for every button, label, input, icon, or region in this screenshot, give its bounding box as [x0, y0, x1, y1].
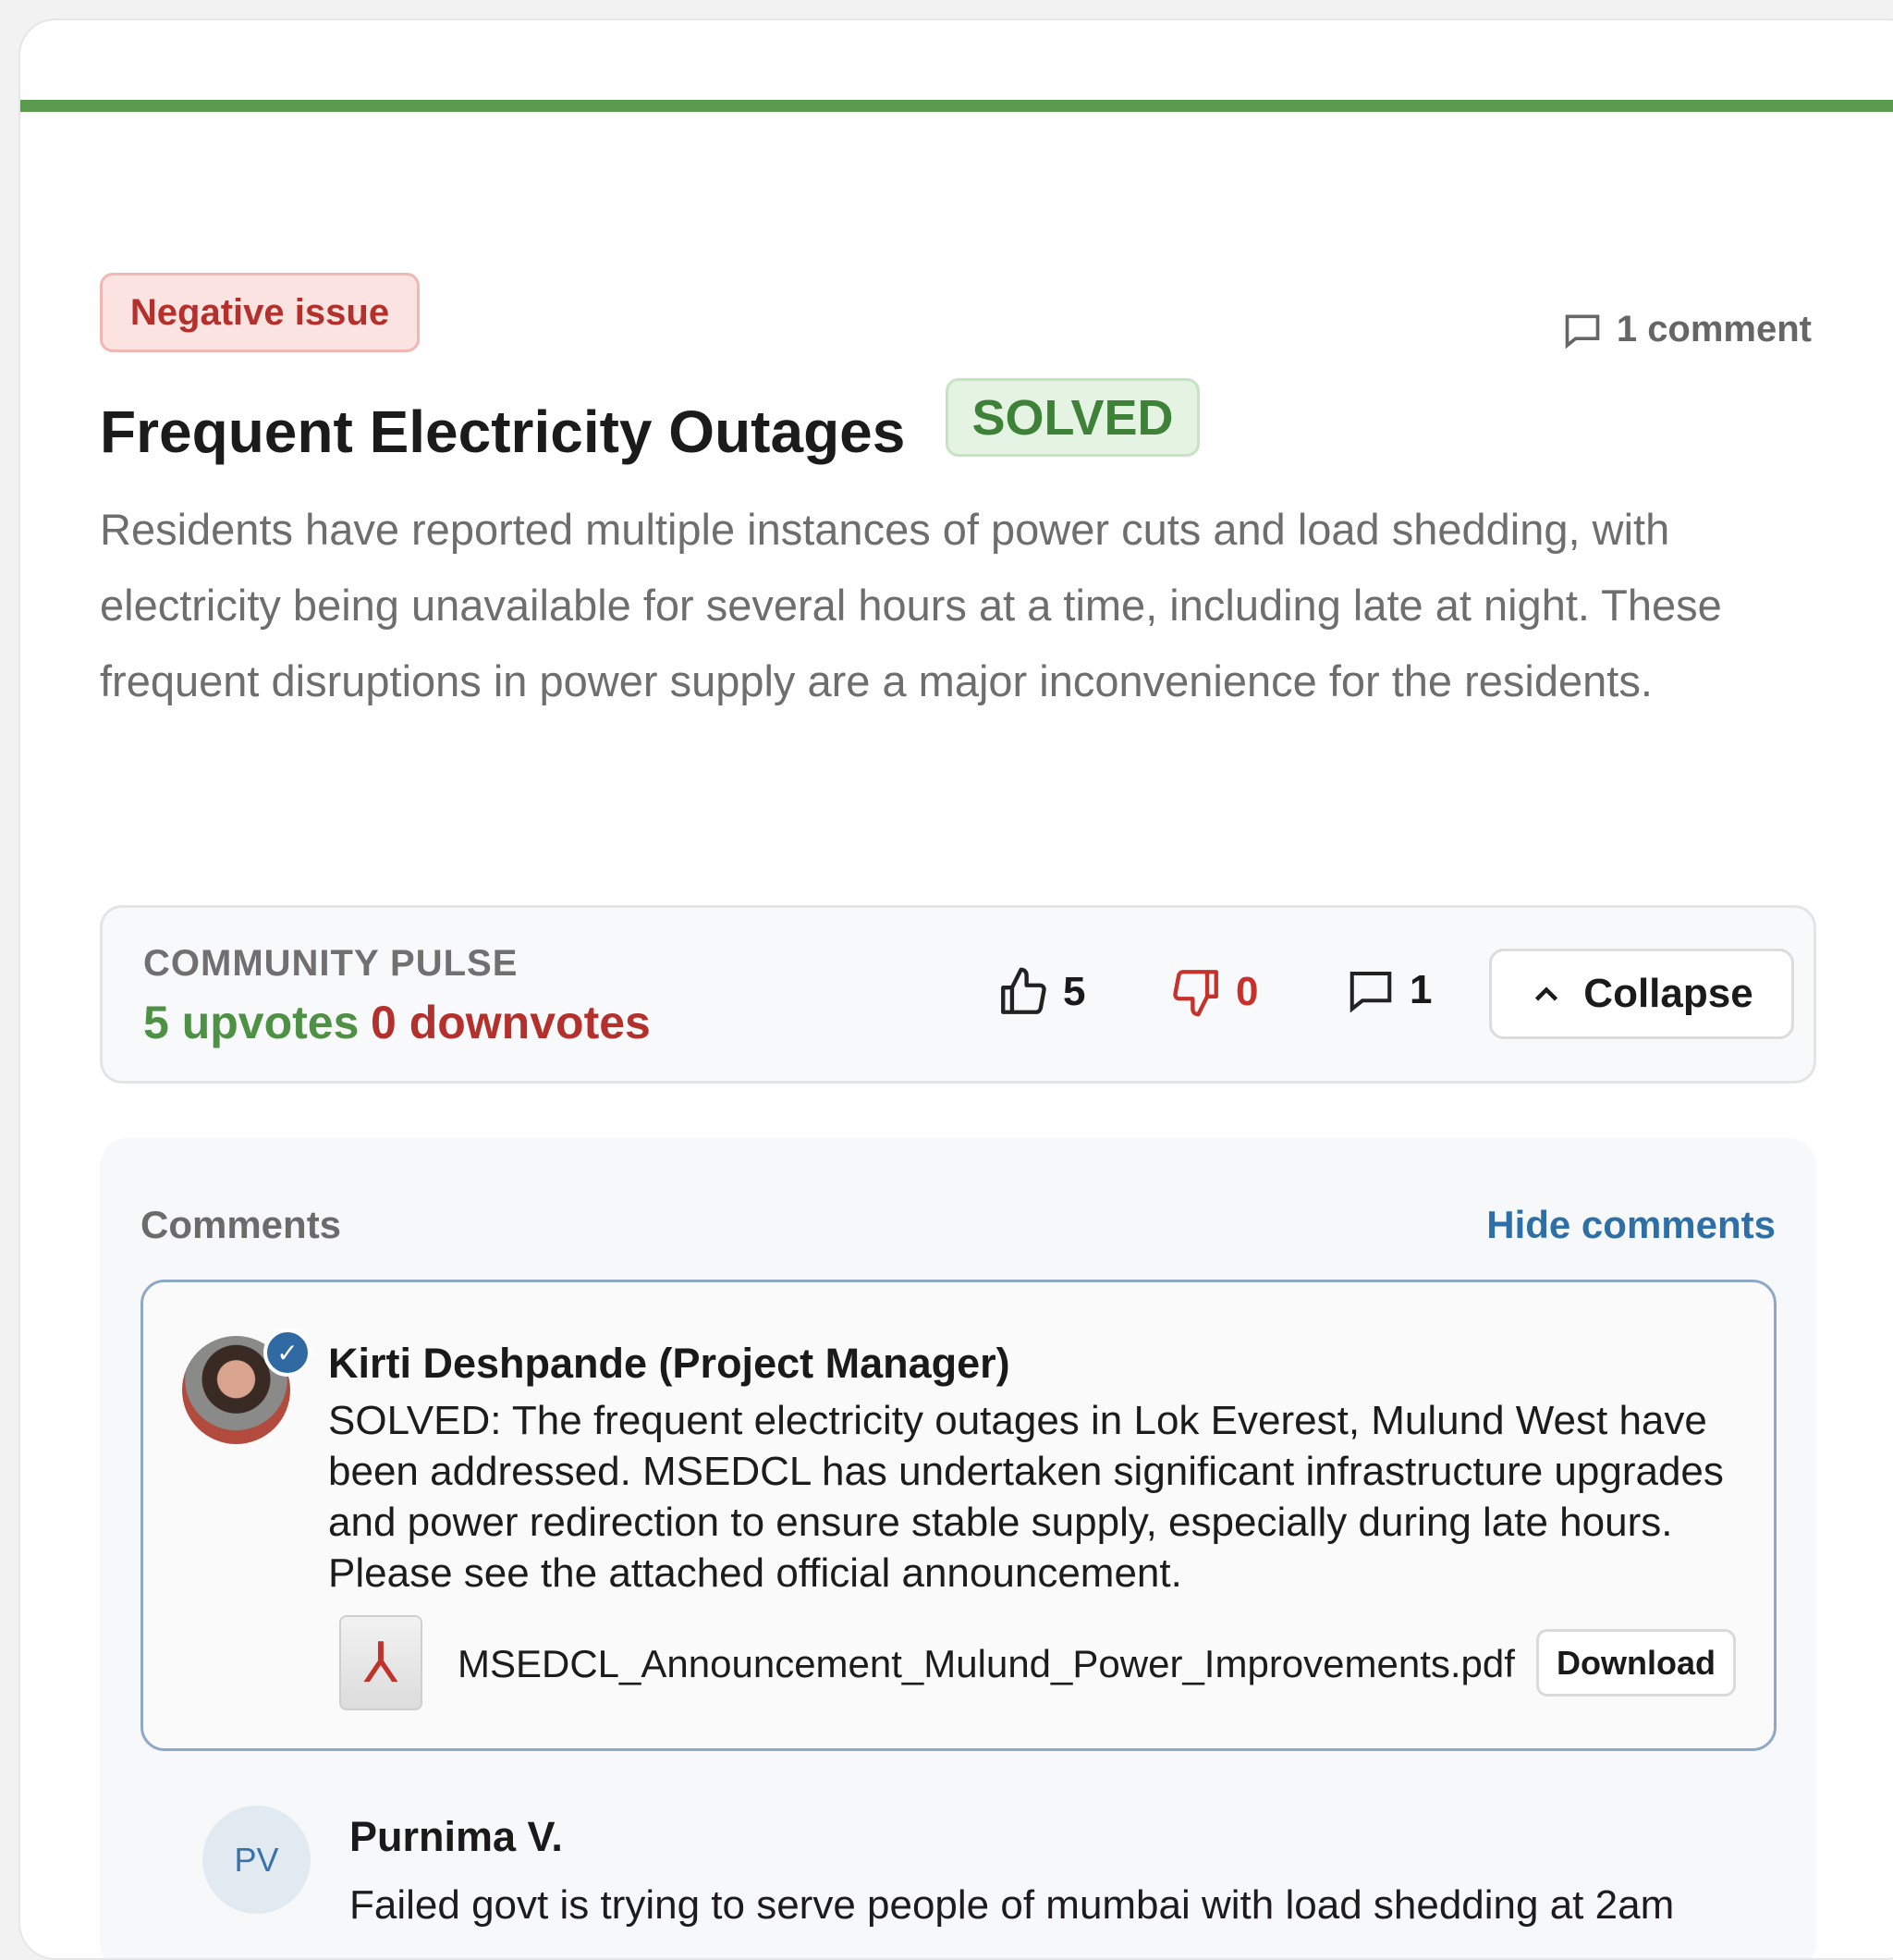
- comments-stat-count: 1: [1410, 967, 1433, 1012]
- download-button[interactable]: Download: [1536, 1629, 1736, 1697]
- attachment-filename[interactable]: MSEDCL_Announcement_Mulund_Power_Improvements.pdf: [458, 1642, 1515, 1685]
- comment-count-label: 1 comment: [1616, 309, 1812, 349]
- comment-author: Kirti Deshpande (Project Manager): [328, 1340, 1010, 1387]
- comment-count-link[interactable]: [1561, 309, 1812, 350]
- comments-stat-button[interactable]: [1345, 965, 1432, 1015]
- collapse-button[interactable]: [1489, 949, 1794, 1039]
- status-badge: SOLVED: [946, 378, 1200, 457]
- comment-item: [140, 1280, 1777, 1751]
- upvote-button[interactable]: [996, 965, 1085, 1019]
- upvotes-summary: 5 upvotes: [143, 997, 360, 1048]
- collapse-label: Collapse: [1583, 971, 1753, 1016]
- issue-card: [18, 18, 1893, 1960]
- community-pulse: [100, 905, 1816, 1084]
- thumbs-up-icon: [996, 965, 1050, 1019]
- chevron-up-icon: [1530, 977, 1563, 1011]
- avatar: PV: [202, 1806, 311, 1914]
- downvote-count: 0: [1236, 969, 1259, 1014]
- upvote-count: 5: [1063, 969, 1086, 1014]
- issue-description: Residents have reported multiple instances of power cuts and load shedding, with electricity being unavailable for several hours at a time, including late at night. These frequent disruptions in power supply are a major inconvenience for the residents.: [100, 505, 1722, 705]
- verified-badge-icon: ✓: [263, 1329, 311, 1377]
- pdf-file-icon: ⅄: [339, 1615, 422, 1710]
- issue-title: Frequent Electricity Outages: [100, 398, 906, 465]
- comments-section: [100, 1138, 1816, 1960]
- comment-author: Purnima V.: [349, 1813, 563, 1860]
- downvote-button[interactable]: [1169, 965, 1258, 1019]
- comment-icon: [1561, 310, 1604, 350]
- negative-issue-badge: Negative issue: [100, 273, 420, 352]
- pulse-label: COMMUNITY PULSE: [143, 943, 519, 984]
- downvotes-summary: 0 downvotes: [371, 997, 651, 1048]
- hide-comments-link[interactable]: Hide comments: [1486, 1203, 1776, 1246]
- comment-icon: [1345, 965, 1397, 1015]
- status-bar: [20, 100, 1893, 112]
- comments-heading: Comments: [140, 1203, 342, 1246]
- thumbs-down-icon: [1169, 965, 1223, 1019]
- comment-text: SOLVED: The frequent electricity outages in Lok Everest, Mulund West have been addressed. MSEDCL has undertaken significant infrastructure upgrades and power redirection to ensure stable supply, especially during late hours. Please see the attached official announcement.: [328, 1398, 1724, 1596]
- comment-text: Failed govt is trying to serve people of mumbai with load shedding at 2am: [349, 1882, 1675, 1928]
